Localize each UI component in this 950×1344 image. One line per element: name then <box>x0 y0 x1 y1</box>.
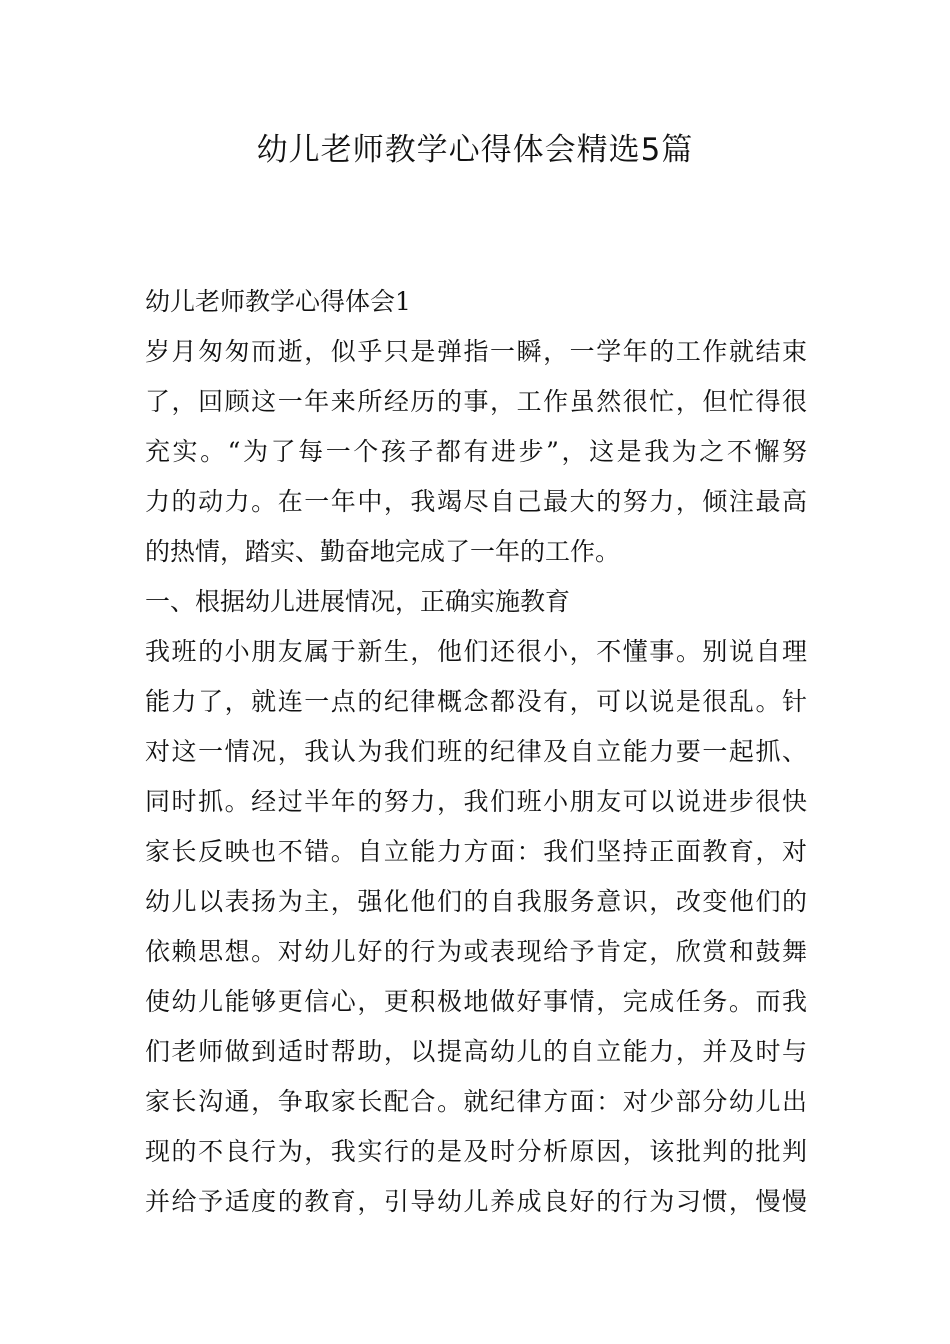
paragraph-line: 岁月匆匆而逝，似乎只是弹指一瞬，一学年的工作就结束 <box>145 337 807 366</box>
paragraph-line: 充实。“为了每一个孩子都有进步”，这是我为之不懈努 <box>145 437 807 466</box>
document-body <box>145 277 807 1227</box>
paragraph-line: 我班的小朋友属于新生，他们还很小，不懂事。别说自理 <box>145 637 807 666</box>
subsection-heading: 一、根据幼儿进展情况，正确实施教育 <box>145 587 571 616</box>
paragraph-line: 并给予适度的教育，引导幼儿养成良好的行为习惯，慢慢 <box>145 1187 807 1216</box>
paragraph-line: 的热情，踏实、勤奋地完成了一年的工作。 <box>145 537 621 566</box>
paragraph-line: 幼儿以表扬为主，强化他们的自我服务意识，改变他们的 <box>145 887 807 916</box>
paragraph-line: 现的不良行为，我实行的是及时分析原因，该批判的批判 <box>145 1137 807 1166</box>
paragraph-line: 能力了，就连一点的纪律概念都没有，可以说是很乱。针 <box>145 687 807 716</box>
paragraph-line: 们老师做到适时帮助，以提高幼儿的自立能力，并及时与 <box>145 1037 807 1066</box>
document-title: 幼儿老师教学心得体会精选5篇 <box>256 132 694 168</box>
paragraph-line: 家长沟通，争取家长配合。就纪律方面：对少部分幼儿出 <box>145 1087 807 1116</box>
paragraph-line: 对这一情况，我认为我们班的纪律及自立能力要一起抓、 <box>145 737 807 766</box>
paragraph-line: 依赖思想。对幼儿好的行为或表现给予肯定，欣赏和鼓舞 <box>145 937 807 966</box>
section-heading: 幼儿老师教学心得体会1 <box>145 287 411 316</box>
paragraph-line: 力的动力。在一年中，我竭尽自己最大的努力，倾注最高 <box>145 487 807 516</box>
paragraph-line: 家长反映也不错。自立能力方面：我们坚持正面教育，对 <box>145 837 807 866</box>
paragraph-line: 了，回顾这一年来所经历的事，工作虽然很忙，但忙得很 <box>145 387 807 416</box>
paragraph-line: 使幼儿能够更信心，更积极地做好事情，完成任务。而我 <box>145 987 807 1016</box>
paragraph-line: 同时抓。经过半年的努力，我们班小朋友可以说进步很快 <box>145 787 807 816</box>
